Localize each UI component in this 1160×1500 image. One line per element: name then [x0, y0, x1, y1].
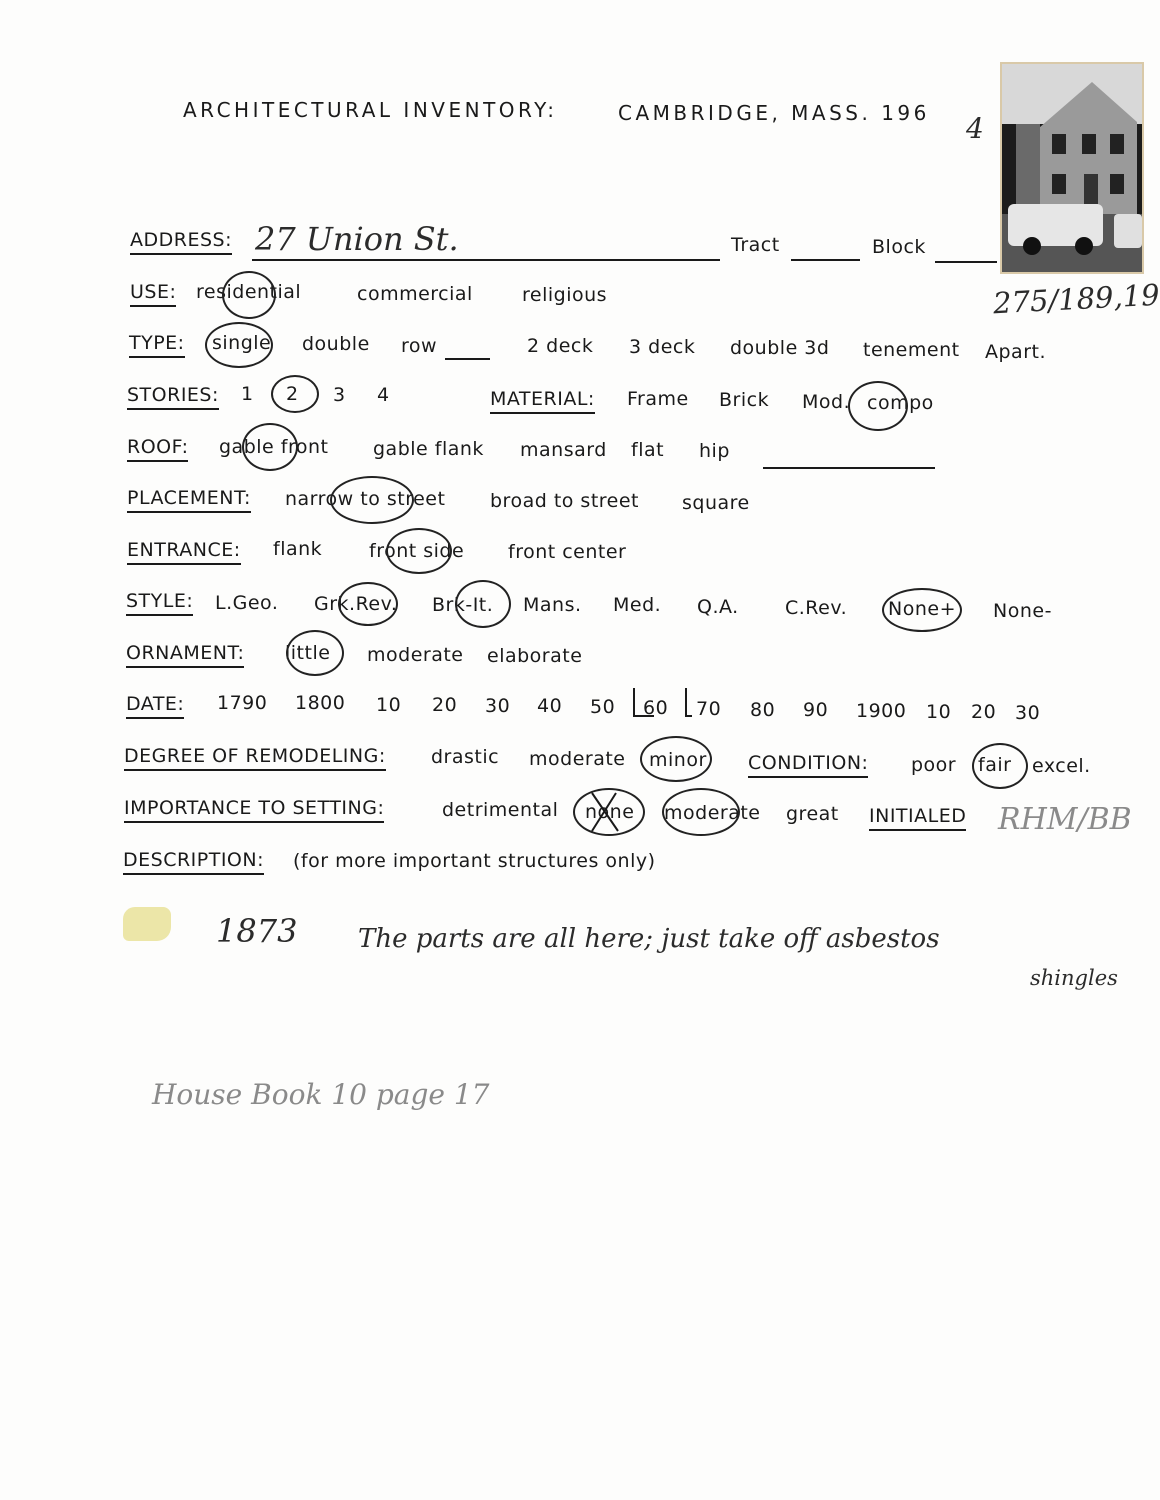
type-option[interactable]: tenement [863, 339, 960, 361]
style-option[interactable]: None- [993, 600, 1052, 622]
year-suffix-handwritten: 4 [966, 112, 984, 145]
circle-mark-front-side [386, 528, 452, 574]
tape-residue [123, 907, 171, 941]
date-label: DATE: [126, 693, 184, 719]
row-line [445, 358, 490, 360]
stories-option[interactable]: 4 [377, 384, 390, 406]
material-label: MATERIAL: [490, 388, 595, 414]
roof-option[interactable]: gable front [219, 436, 329, 458]
circle-mark-grk-rev [338, 582, 398, 626]
initialed-value: RHM/BB [998, 802, 1132, 837]
circle-mark-single [205, 322, 273, 368]
entrance-option[interactable]: front center [508, 541, 627, 563]
importance-option[interactable]: great [786, 803, 839, 825]
date-option[interactable]: 90 [803, 699, 829, 721]
address-line [252, 259, 720, 261]
address-label: ADDRESS: [130, 229, 232, 255]
type-option[interactable]: double 3d [730, 337, 830, 359]
date-option[interactable]: 1800 [295, 692, 346, 714]
house-photo-image [1002, 64, 1142, 272]
remodeling-option[interactable]: minor [649, 749, 707, 771]
material-option[interactable]: Brick [719, 389, 770, 411]
type-option[interactable]: single [212, 332, 272, 354]
type-option[interactable]: row [401, 335, 438, 357]
roof-label: ROOF: [127, 436, 188, 462]
stories-option[interactable]: 2 [286, 383, 299, 405]
entrance-option[interactable]: front side [369, 540, 465, 562]
style-option[interactable]: Med. [613, 594, 662, 616]
style-option[interactable]: Mans. [523, 594, 582, 616]
date-option[interactable]: 1790 [217, 692, 268, 714]
material-option[interactable]: compo [867, 392, 934, 414]
style-option[interactable]: C.Rev. [785, 597, 848, 619]
date-option[interactable]: 50 [590, 696, 616, 718]
type-option[interactable]: 2 deck [527, 335, 594, 357]
material-option[interactable]: Frame [627, 388, 689, 410]
roof-other-line [763, 467, 935, 469]
use-option[interactable]: religious [522, 284, 608, 306]
ornament-option[interactable]: little [285, 642, 331, 664]
condition-label: CONDITION: [748, 752, 868, 778]
date-option[interactable]: 70 [696, 698, 722, 720]
date-option[interactable]: 10 [926, 701, 952, 723]
date-option[interactable]: 1900 [856, 700, 907, 722]
circle-mark-compo [848, 381, 908, 431]
entrance-option[interactable]: flank [273, 538, 323, 560]
date-option[interactable]: 30 [485, 695, 511, 717]
ornament-option[interactable]: elaborate [487, 645, 583, 667]
condition-option[interactable]: fair [978, 754, 1012, 776]
date-option[interactable]: 60 [643, 697, 669, 719]
date-option[interactable]: 10 [376, 694, 402, 716]
stories-option[interactable]: 3 [333, 384, 346, 406]
ornament-option[interactable]: moderate [367, 644, 464, 666]
tract-label: Tract [731, 234, 780, 256]
importance-option[interactable]: detrimental [442, 799, 559, 821]
placement-option[interactable]: narrow to street [285, 488, 446, 510]
description-text-continued: shingles [1030, 966, 1118, 990]
description-note: (for more important structures only) [293, 850, 656, 872]
placement-option[interactable]: square [682, 492, 750, 514]
style-option[interactable]: Grk.Rev. [314, 593, 398, 615]
circle-mark-brk-it [455, 580, 511, 628]
style-option[interactable]: None+ [888, 598, 956, 620]
description-label: DESCRIPTION: [123, 849, 264, 875]
circle-mark-residential [222, 271, 276, 319]
form-city: CAMBRIDGE, MASS. 196 [618, 101, 930, 125]
circle-mark-little [286, 630, 344, 676]
remodeling-label: DEGREE OF REMODELING: [124, 745, 386, 771]
house-photo [1000, 62, 1144, 274]
condition-option[interactable]: excel. [1032, 755, 1091, 777]
type-label: TYPE: [129, 332, 185, 358]
type-option[interactable]: double [302, 333, 370, 355]
placement-label: PLACEMENT: [127, 487, 251, 513]
circle-mark-none-plus [882, 588, 962, 632]
importance-option[interactable]: moderate [664, 802, 761, 824]
reference-number: 275/189,19 [992, 277, 1160, 321]
tract-line [791, 259, 860, 261]
use-label: USE: [130, 281, 176, 307]
type-option[interactable]: 3 deck [629, 336, 696, 358]
roof-option[interactable]: gable flank [373, 438, 484, 460]
x-mark-none [588, 789, 622, 835]
style-option[interactable]: L.Geo. [215, 592, 279, 614]
date-option[interactable]: 80 [750, 699, 776, 721]
use-option[interactable]: residential [196, 281, 302, 303]
remodeling-option[interactable]: moderate [529, 748, 626, 770]
entrance-label: ENTRANCE: [127, 539, 241, 565]
type-option[interactable]: Apart. [985, 341, 1047, 363]
ornament-label: ORNAMENT: [126, 642, 244, 668]
material-option[interactable]: Mod. [802, 391, 851, 413]
style-label: STYLE: [126, 590, 193, 616]
date-option[interactable]: 20 [971, 701, 997, 723]
date-option[interactable]: 20 [432, 694, 458, 716]
circle-mark-minor [640, 736, 712, 782]
circle-mark-narrow-to-street [330, 476, 414, 524]
placement-option[interactable]: broad to street [490, 490, 640, 512]
form-title: ARCHITECTURAL INVENTORY: [183, 98, 558, 122]
circle-mark-moderate [662, 788, 740, 836]
initialed-label: INITIALED [869, 805, 966, 831]
condition-option[interactable]: poor [911, 754, 957, 776]
style-option[interactable]: Brk-It. [432, 594, 494, 616]
stories-option[interactable]: 1 [241, 383, 254, 405]
importance-label: IMPORTANCE TO SETTING: [124, 797, 384, 823]
description-text: The parts are all here; just take off asbestos [358, 924, 940, 954]
remodeling-option[interactable]: drastic [431, 746, 500, 768]
roof-option[interactable]: hip [699, 440, 730, 462]
description-year: 1873 [216, 912, 298, 950]
date-option[interactable]: 40 [537, 695, 563, 717]
use-option[interactable]: commercial [357, 283, 473, 305]
circle-mark-2-stories [271, 375, 319, 413]
block-label: Block [872, 236, 926, 258]
style-option[interactable]: Q.A. [697, 596, 739, 618]
block-line [935, 261, 997, 263]
date-bracket-mark [628, 686, 694, 722]
roof-option[interactable]: mansard [520, 439, 607, 461]
stories-label: STORIES: [127, 384, 219, 410]
circle-mark-gable-front [242, 423, 298, 471]
importance-option[interactable]: none [585, 801, 635, 823]
date-option[interactable]: 30 [1015, 702, 1041, 724]
house-book-reference: House Book 10 page 17 [152, 1078, 490, 1111]
circle-mark-fair [972, 743, 1028, 789]
address-value[interactable]: 27 Union St. [255, 220, 459, 258]
roof-option[interactable]: flat [631, 439, 665, 461]
